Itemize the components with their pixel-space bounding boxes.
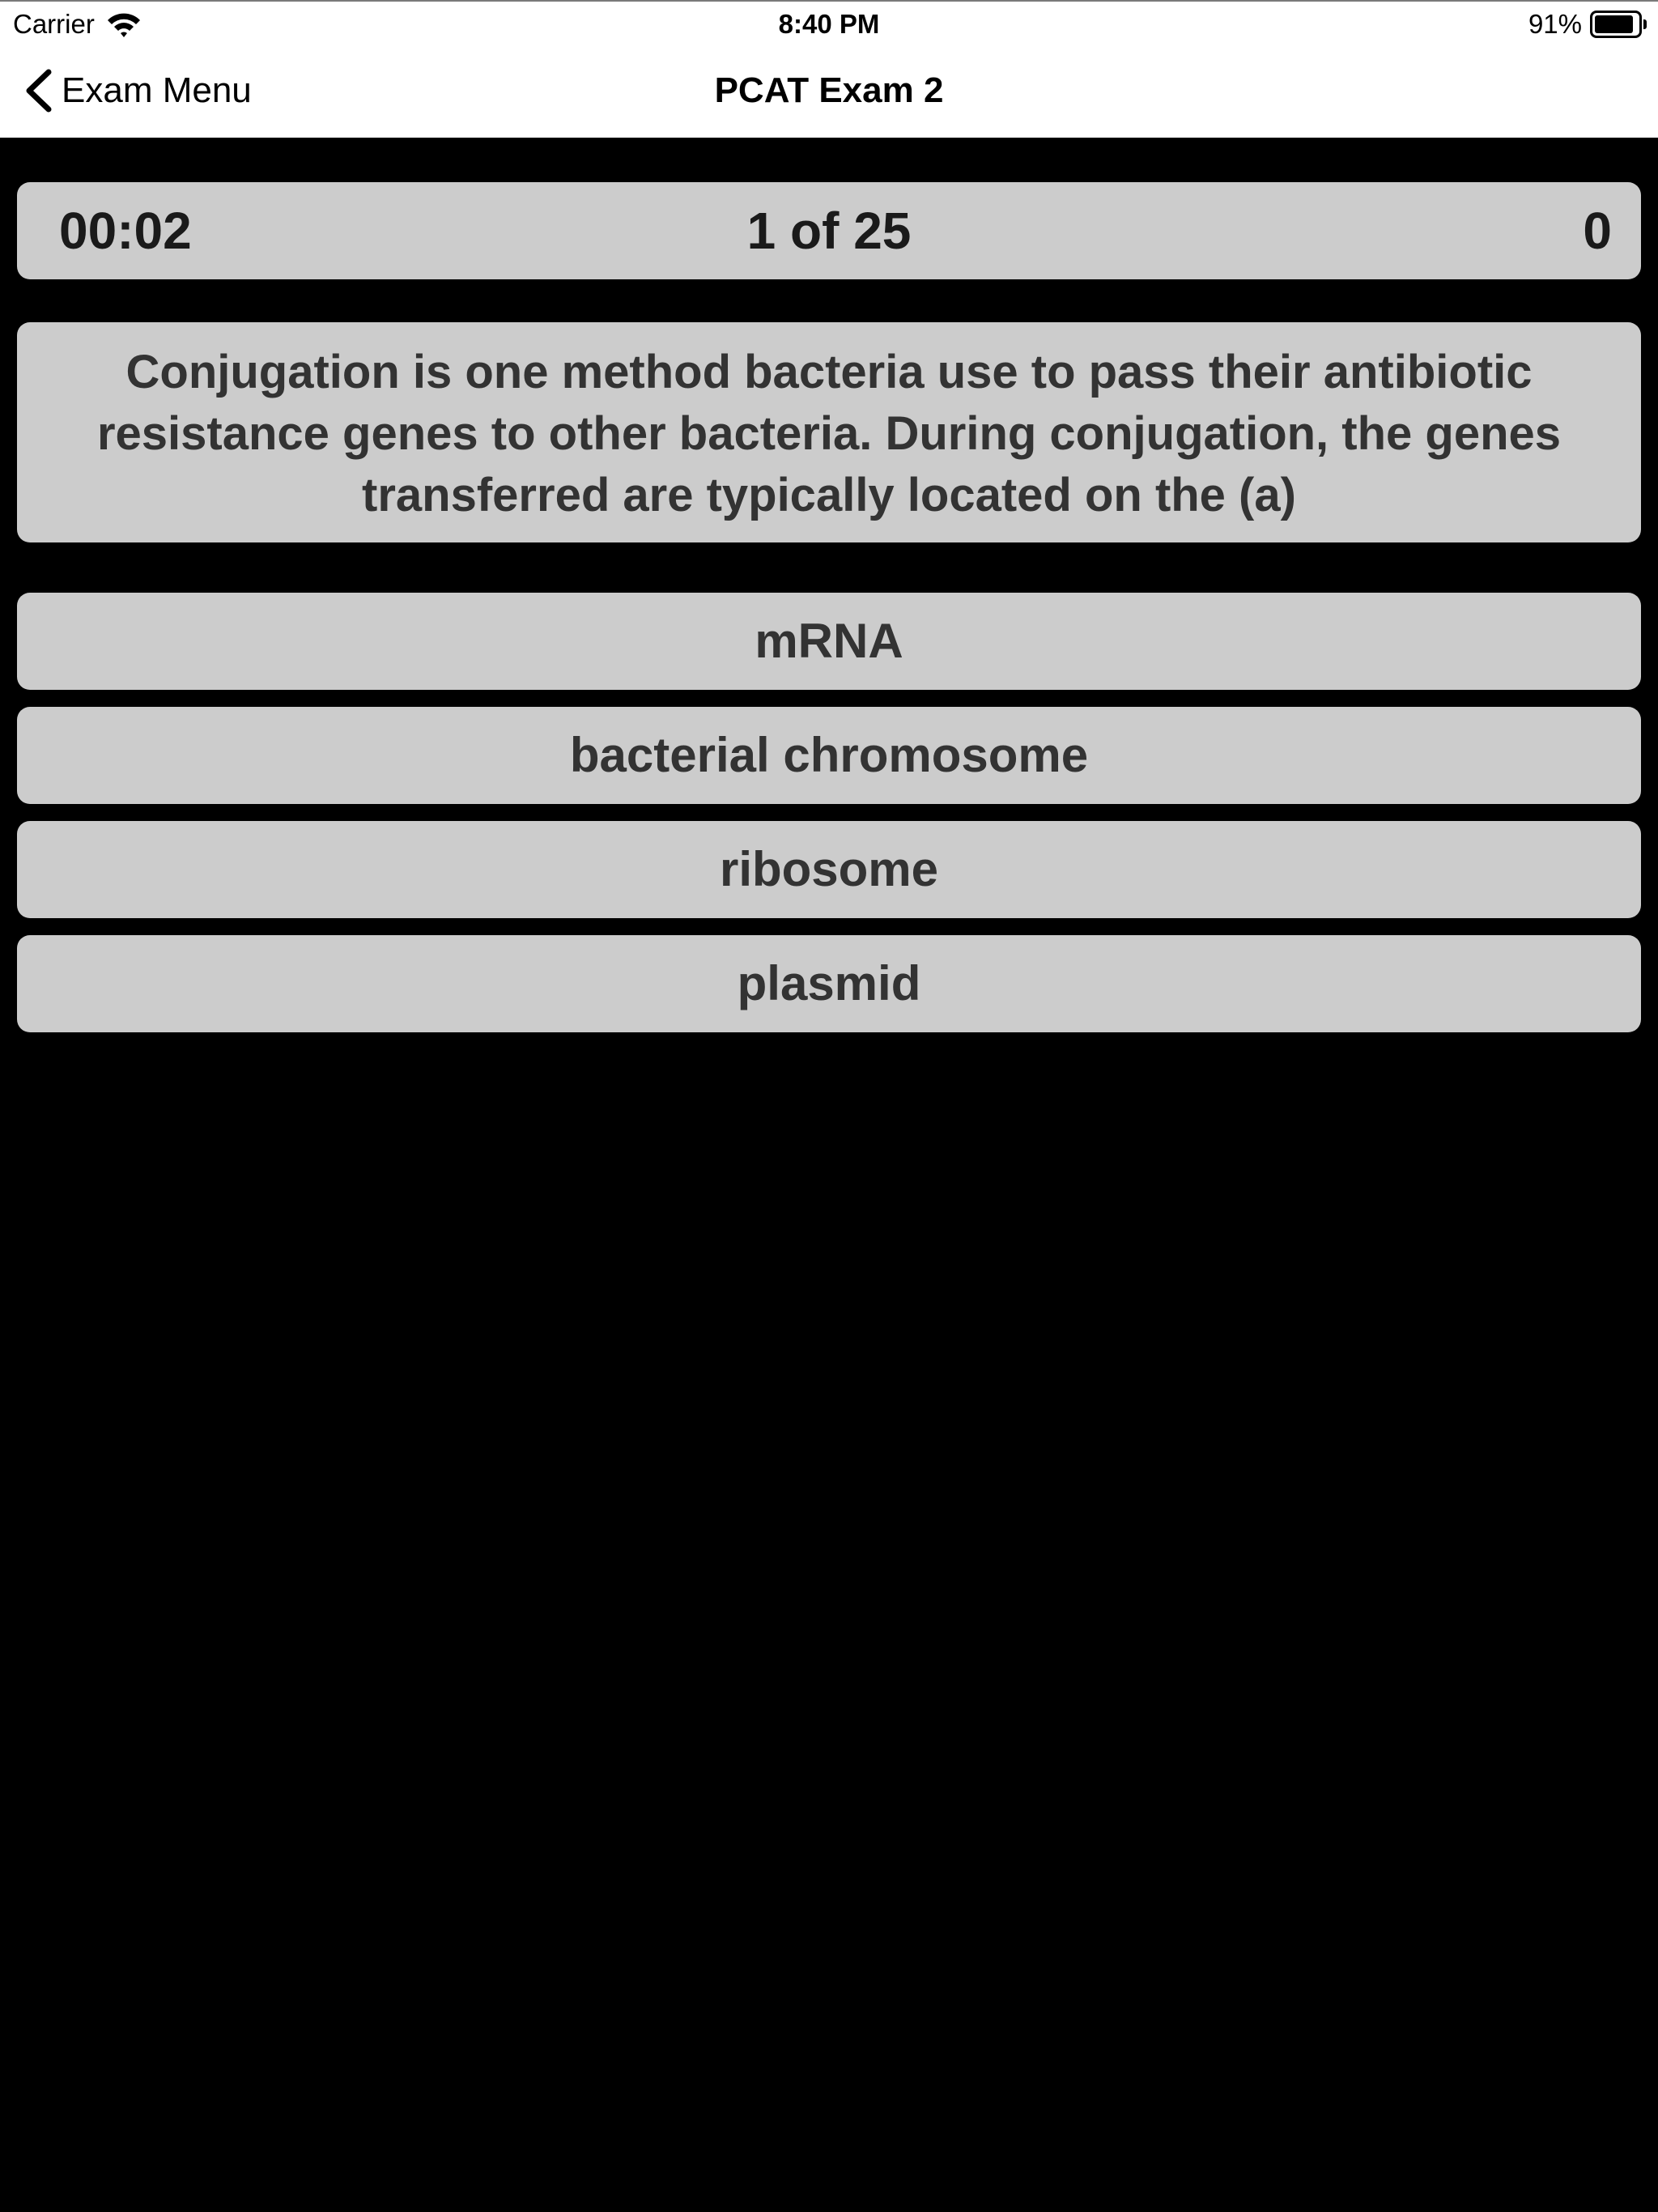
status-time: 8:40 PM (778, 9, 880, 39)
battery-fill (1595, 15, 1633, 33)
answer-option-2[interactable]: bacterial chromosome (17, 707, 1641, 804)
question-progress: 1 of 25 (746, 202, 912, 260)
page-title: PCAT Exam 2 (714, 70, 944, 110)
timer: 00:02 (59, 202, 192, 260)
battery-tip (1643, 19, 1647, 29)
battery-body (1590, 11, 1642, 38)
navigation-bar (0, 44, 1658, 138)
answer-option-3[interactable]: ribosome (17, 821, 1641, 918)
status-right (1528, 6, 1647, 42)
answer-option-4[interactable]: plasmid (17, 935, 1641, 1032)
question-text: Conjugation is one method bacteria use to pass their antibiotic resistance genes to other bacteria. During conjugation, the genes transferred are typically located on the (a) (17, 322, 1641, 542)
battery-percent: 91% (1528, 9, 1582, 39)
exam-info-bar (17, 182, 1641, 279)
status-bar (0, 0, 1658, 44)
carrier-label: Carrier (13, 9, 95, 39)
battery-icon (1590, 11, 1647, 38)
back-label: Exam Menu (62, 70, 252, 110)
answer-option-1[interactable]: mRNA (17, 593, 1641, 690)
score: 0 (1583, 202, 1612, 260)
